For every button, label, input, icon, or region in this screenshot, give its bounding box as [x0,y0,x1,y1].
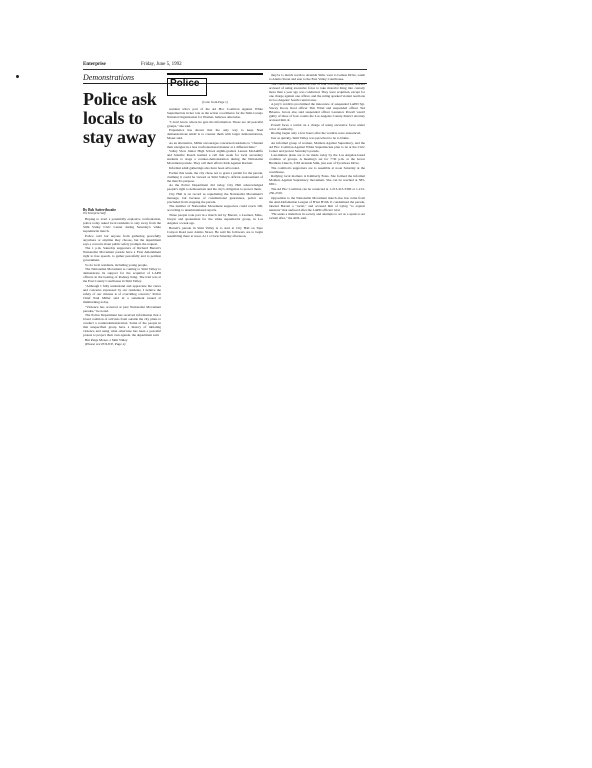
paragraph: The courthouse is where the trial of four Los Angeles police officers accused of using excessive force to take motorist King into custody more than a year ago was conducted. They were acquitted, except for one charge against one officer, and the ruling sparked violent reactions in Los Angeles' South Central area. [269,81,365,102]
paragraph: Three people took part in a march led by Barrett, a Learned, Miss., lawyer and spokesman for the white supremacist group, in Los Angeles a week ago. [167,212,263,225]
scan-speck [16,75,19,78]
jump-line: (Please see POLICE, Page 4) [85,342,126,347]
paragraph: Barrett's parade in Simi Valley is to start at City Hall on Tapo Canyon Road near Alamo Street. He said his followers are to begin assembling there at noon. At 1 o'clock Saturday afternoon, [167,225,263,238]
paragraph: The Ad Hoc Coalition can be contacted at 1-213-413-3300 or 1-213-250-2310. [269,186,365,195]
paragraph: Experience has shown that the only way to keep Nazi demonstrations small is to counter them with larger demonstrations, Moser said. [167,128,263,141]
paragraph: Rioting began only a few hours after the verdicts were announced. [271,131,362,136]
jump-header [167,73,263,101]
paragraph: resident who's part of the Ad Hoc Coalition Against White Supremacists in her role as the action coordinator for the Simi-Conejo National Organization for Women, believes otherwise. [167,107,263,119]
paragraph: A jury's verdicts proclaimed the innocence of suspended LAPD Sgt. Stacey Koon, fired officer Tim Wind and suspended officer Ted Briseno. Jurors also said suspended officer Laurence Powell wasn't guilty of three of four counts the Los Angeles County district attorney accused him of. [269,102,365,123]
paragraph: But Paige Moser, a Simi Valley [85,337,128,342]
paragraph: City Hall is on record as repudiating the Nationalist Movement's message, but because of constitutional guarantees, police are precluded from stopping the parade. [167,191,263,204]
paragraph: The Police Department has received information that a broad coalition of activists from outside the city plans to conduct a counterdemonstration. Some of the people in that unspecified group have a history of initiating violence and using what otherwise has been a peaceful protest to project their own agenda, the department said. [83,313,161,338]
paragraph: An informal group of women, Mothers Against Supremacy, and the Ad Hoc Coalition Against White Supremacists plan to be at the Civic Center and protest Saturday's parade. [269,140,365,153]
headline: Police ask locals to stay away [83,89,157,147]
masthead [83,60,367,70]
publication-name: Enterprise [83,62,106,67]
paragraph: Hoping to avert a potentially explosive confrontation, police today asked local residents to stay away from the Simi Valley Civic Center during Saturday's white supremacist march. [83,217,161,233]
paragraph: The coalition's supporters are to assemble at noon Saturday at the courthouse. [269,165,365,174]
paragraph: "I don't know where he gets his information. These are all peaceful groups," she said. [167,119,263,128]
paragraph: "Violence has occurred at past Nationalist Movement parades," he noted. [83,304,161,313]
issue-date: Friday, June 5, 1992 [141,62,182,67]
paragraph: Opposition to the Nationalist Movement march also has come from the Anti-Defamation League of B'nai B'rith. It condemned the parade, labeled Barrett a "racist," and accused him of trying "to exploit tensions" that surfaced after the LAPD officers' trial. [269,195,365,212]
paragraph: As an alternative, Miller encourages concerned residents to "channel their energies in a less confrontational manner at a different time." [167,140,263,149]
paragraph: Police can't bar anyone from gathering peacefully anywhere or anytime they choose, but the department says a concern about public safety prompts the request. [83,233,161,246]
article-column-2 [167,107,263,457]
paragraph: Rallying local mothers is Kimberly Estes. She formed the informal Mothers Against Supremacy movement. She can be reached at 583-6651. [269,174,365,187]
paragraph: Powell faces a retrial on a charge of using excessive force under color of authority. [269,122,365,131]
article-column-1 [83,217,161,449]
paragraph: The 1 p.m. Saturday supporters of Richard Barrett's Nationalist Movement parade have a First Amendment right to free speech, to gather peacefully and to petition government. [83,246,161,263]
paragraph: Just as quickly, Simi Valley was perceived to be to blame. [271,135,350,140]
paragraph: "He seeks a tinderbox in society and attempts to act as a spark to set racism afire," the ADL said. [269,212,365,221]
paragraph: Valley View Junior High School eighth-graders Lauren McAuliffe and Jennifer Roach teamed a call this week for local secondary students to stage a counter-demonstration during the Nationalist Movement parade. They call their efforts Kids Against Racism. [167,149,263,166]
paragraph: As the Police Department did today, City Hall acknowledged people's right to demonstrate and the city's obligation to protect them. [167,183,263,192]
section-header: Demonstrations [83,72,367,84]
paragraph: "Although I fully understand and appreciate the views and concerns expressed by our residents, I believe the safety of our citizens is of overriding concern," Police Chief Paul Miller said in a statement issued at midmorning today. [83,283,161,304]
continued-from-line: (Cont. from Page 1) [202,100,228,104]
paragraph: So do local residents, including young people. [85,262,148,267]
paragraph: The number of Nationalist Movement supporters could reach 100, according to unsubstantiated reports. [167,204,263,213]
jump-header-word: Police [170,78,200,89]
newspaper-clipping [83,60,367,460]
paragraph: The Nationalist Movement is coming to Simi Valley to demonstrate its support for the acquittal of LAPD officers in the beating of Rodney King. The trial was at the East County Courthouse in Simi Valley. [83,267,161,284]
paragraph: they're to march north to Avenida Simi, west to Lemon Drive, south to Alamo Street and east to the East Valley Courthouse. [269,73,365,81]
article-column-3 [269,73,365,457]
byline: By Bob Satterthwaite [83,208,116,212]
paragraph: Earlier this week, the city chose not to grant a permit for the parade, claiming it could be viewed as Simi Valley's official endorsement of the march's purpose. [167,170,263,183]
paragraph: Informal adult gatherings also have been advocated. [169,165,240,170]
staff-credit: The Enterprise Staff [83,212,106,215]
paragraph: Last-minute plans are to be made today by the Los Angeles-based coalition of groups. A meeting's set for 7:30 p.m. at the Grace Brethren Church, 3163 Avenida Simi, just east of Sycamore Drive. [269,153,365,166]
